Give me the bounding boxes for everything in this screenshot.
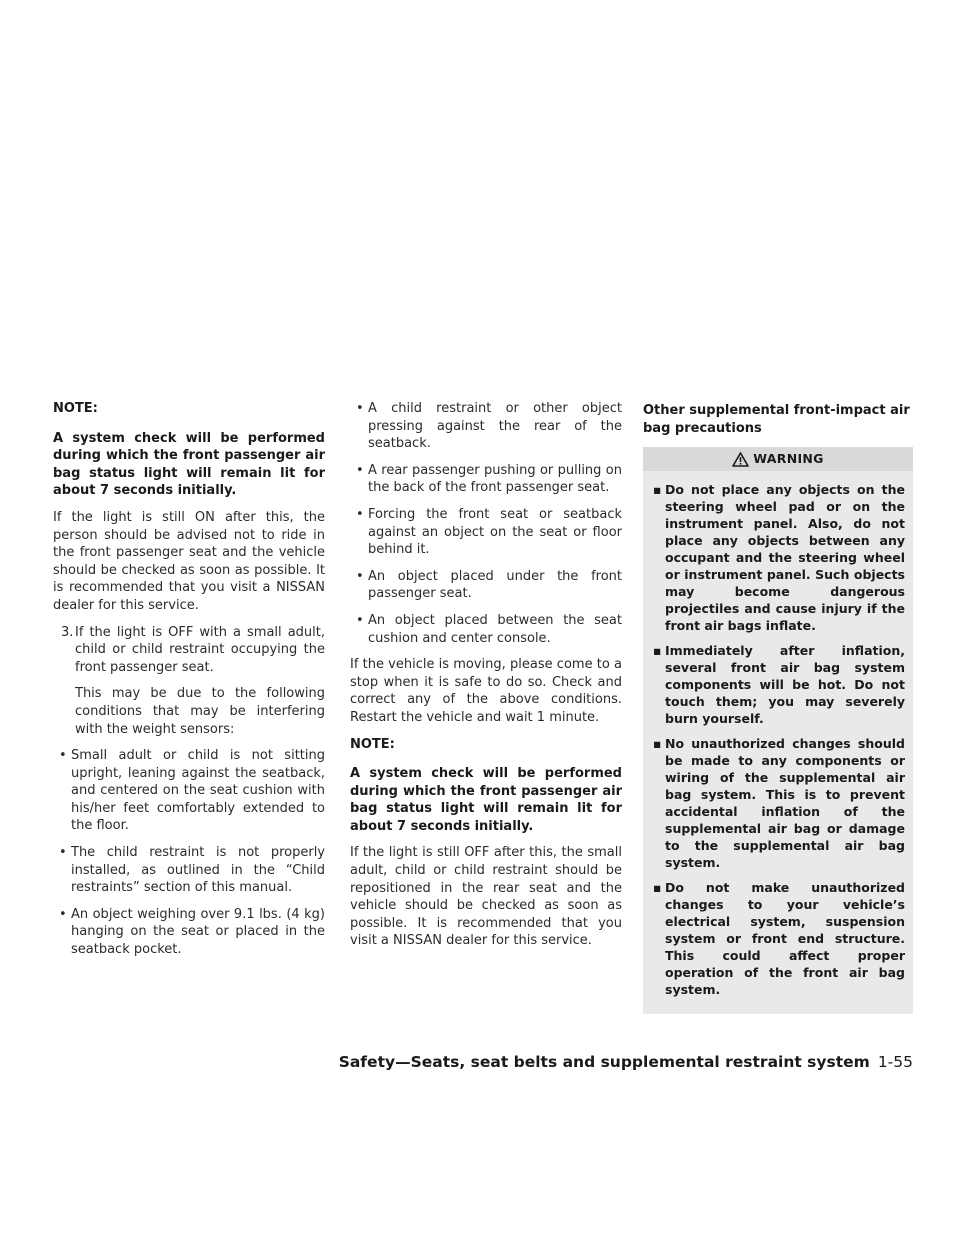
paragraph-light-off: If the light is still OFF after this, the small adult, child or child restraint should be repositioned in the rear seat and the vehicle should be checked as soon as possible. It is recommended that you visit a NISSAN dealer for this service. bbox=[350, 845, 622, 949]
list-item: • A child restraint or other object pressing against the rear of the seatback. bbox=[356, 401, 622, 452]
bullet-icon: • bbox=[59, 748, 67, 764]
bullet-icon: • bbox=[356, 401, 364, 416]
section-heading: Other supplemental front-impact air bag precautions bbox=[643, 403, 910, 436]
warning-triangle-icon bbox=[732, 452, 749, 467]
warning-box bbox=[643, 447, 913, 1014]
note-text: A system check will be performed during which the front passenger air bag status light will remain lit for about 7 seconds initially. bbox=[350, 766, 622, 834]
bullet-icon: • bbox=[356, 568, 364, 584]
bullet-icon: • bbox=[59, 845, 67, 861]
bullet-icon: • bbox=[356, 612, 364, 628]
list-item: ▪ No unauthorized changes should be made to any components or wiring of the supplemental air bag system. This is to prevent accidental inflation of the supplemental air bag or damage to the supplemental air bag system. bbox=[653, 736, 905, 871]
column-left bbox=[53, 400, 325, 968]
step-3 bbox=[53, 624, 325, 677]
note-label: NOTE: bbox=[350, 736, 395, 752]
column-right bbox=[643, 402, 913, 1014]
list-item: • Small adult or child is not sitting upright, leaning against the seatback, and centered on the seat cushion with his/her feet comfortably extended to the floor. bbox=[59, 748, 325, 834]
list-item: • An object placed between the seat cushion and center console. bbox=[356, 612, 622, 646]
step-3-subtext: This may be due to the following conditions that may be interfering with the weight sensors: bbox=[75, 686, 325, 737]
square-bullet-icon: ▪ bbox=[653, 643, 662, 659]
square-bullet-icon: ▪ bbox=[653, 880, 662, 896]
note-text: A system check will be performed during which the front passenger air bag status light will remain lit for about 7 seconds initially. bbox=[53, 430, 325, 499]
bullet-icon: • bbox=[356, 462, 364, 478]
bullet-icon: • bbox=[59, 906, 67, 922]
page-footer bbox=[339, 1053, 913, 1071]
footer-section-title: Safety—Seats, seat belts and supplemental restraint system bbox=[338, 1053, 870, 1071]
list-item: • Forcing the front seat or seatback against an object on the seat or floor behind it. bbox=[356, 506, 622, 558]
list-item: ▪ Immediately after inflation, several front air bag system components will be hot. Do not touch them; you may severely burn yourself. bbox=[653, 643, 905, 727]
page-number: 1-55 bbox=[877, 1053, 913, 1071]
note-label: NOTE: bbox=[53, 401, 98, 416]
column-middle bbox=[350, 400, 622, 959]
square-bullet-icon: ▪ bbox=[653, 482, 662, 498]
list-item: ▪ Do not make unauthorized changes to your vehicle’s electrical system, suspension system or front end structure. This could affect proper operation of the front air bag system. bbox=[653, 880, 905, 998]
list-item: • A rear passenger pushing or pulling on the back of the front passenger seat. bbox=[356, 462, 622, 496]
square-bullet-icon: ▪ bbox=[653, 736, 662, 752]
warning-label: WARNING bbox=[753, 451, 824, 467]
list-item: • An object weighing over 9.1 lbs. (4 kg) hanging on the seat or placed in the seatback pocket. bbox=[59, 906, 325, 958]
list-item: • An object placed under the front passenger seat. bbox=[356, 568, 622, 602]
list-item: • The child restraint is not properly installed, as outlined in the “Child restraints” section of this manual. bbox=[59, 845, 325, 896]
step-text: If the light is OFF with a small adult, child or child restraint occupying the front passenger seat. bbox=[75, 624, 325, 675]
step-number: 3. bbox=[61, 624, 74, 640]
paragraph-light-on: If the light is still ON after this, the person should be advised not to ride in the front passenger seat and the vehicle should be checked as soon as possible. It is recommended that you visit a NISSAN dealer for this service. bbox=[53, 509, 325, 613]
list-item: ▪ Do not place any objects on the steering wheel pad or on the instrument panel. Also, do not place any objects between any occupant and the steering wheel or instrument panel. Such objects may become dangerous projectiles and cause injury if the front air bags inflate. bbox=[653, 482, 905, 634]
bullet-icon: • bbox=[356, 506, 364, 522]
warning-header bbox=[643, 447, 913, 471]
paragraph-vehicle-moving: If the vehicle is moving, please come to a stop when it is safe to do so. Check and correct any of the above conditions. Restart the vehicle and wait 1 minute. bbox=[350, 657, 622, 725]
